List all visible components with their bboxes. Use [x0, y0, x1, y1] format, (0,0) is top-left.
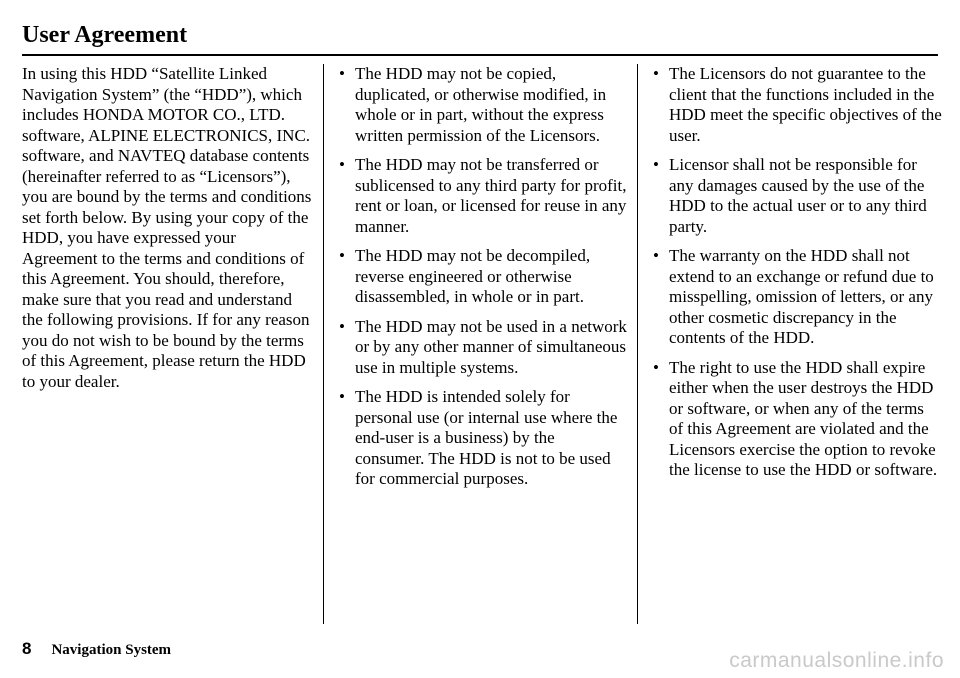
intro-column: [22, 64, 312, 392]
middle-bullet-list: [336, 64, 628, 490]
bullet-icon: •: [653, 64, 659, 83]
bullet-icon: •: [339, 64, 345, 83]
watermark-text: carmanualsonline.info: [729, 649, 944, 672]
intro-paragraph: In using this HDD “Satellite Linked Navigation System” (the “HDD”), which includes HONDA MOTOR CO., LTD. software, ALPINE ELECTRONICS, INC. software, and NAVTEQ database contents (hereinafter referred to as “Licensors”), you are bound by the terms and conditions set forth below. By using your copy of the HDD, you have expressed your Agreement to the terms and conditions of this Agreement. You should, therefore, make sure that you read and understand the following provisions. If for any reason you do not wish to be bound by the terms of this Agreement, please return the HDD to your dealer.: [22, 64, 312, 391]
right-column: [650, 64, 942, 490]
page-number: 8: [22, 639, 32, 658]
bullet-icon: •: [653, 246, 659, 265]
right-bullet-list: [650, 64, 942, 481]
bullet-icon: •: [339, 316, 345, 336]
list-item: [336, 317, 628, 379]
column-divider-left: [323, 64, 324, 624]
list-item-text: The HDD may not be copied, duplicated, or otherwise modified, in whole or in part, without the express written permission of the Licensors.: [355, 64, 607, 145]
bullet-icon: •: [339, 155, 345, 174]
list-item: [336, 155, 628, 237]
title-divider: [22, 54, 938, 56]
list-item: [650, 358, 942, 481]
list-item-text: The HDD may not be decompiled, reverse engineered or otherwise disassembled, in whole or in part.: [355, 246, 591, 306]
bullet-icon: •: [653, 357, 659, 377]
list-item: [336, 246, 628, 308]
list-item: [336, 64, 628, 146]
bullet-icon: •: [653, 155, 659, 174]
list-item-text: The HDD may not be used in a network or by any other manner of simultaneous use in multiple systems.: [355, 316, 627, 377]
page-footer: [22, 639, 171, 660]
page-title: User Agreement: [22, 22, 188, 48]
list-item-text: The HDD is intended solely for personal use (or internal use where the end-user is a business) by the consumer. The HDD is not to be used for commercial purposes.: [355, 387, 618, 488]
list-item: [650, 155, 942, 237]
middle-column: [336, 64, 628, 499]
list-item: [650, 246, 942, 349]
section-label: Navigation System: [51, 642, 172, 658]
column-divider-right: [637, 64, 638, 624]
list-item-text: The Licensors do not guarantee to the client that the functions included in the HDD meet the specific objectives of the user.: [669, 64, 942, 145]
list-item-text: The right to use the HDD shall expire either when the user destroys the HDD or software, or when any of the terms of this Agreement are violated and the Licensors exercise the option to revoke the license to use the HDD or software.: [669, 357, 938, 479]
list-item: [336, 387, 628, 490]
bullet-icon: •: [339, 246, 345, 265]
list-item-text: Licensor shall not be responsible for any damages caused by the use of the HDD to the actual user or to any third party.: [669, 155, 927, 236]
list-item: [650, 64, 942, 146]
bullet-icon: •: [339, 387, 345, 406]
list-item-text: The HDD may not be transferred or sublicensed to any third party for profit, rent or loan, or licensed for reuse in any manner.: [355, 155, 627, 236]
list-item-text: The warranty on the HDD shall not extend to an exchange or refund due to misspelling, omission of letters, or any other cosmetic discrepancy in the contents of the HDD.: [669, 246, 934, 347]
